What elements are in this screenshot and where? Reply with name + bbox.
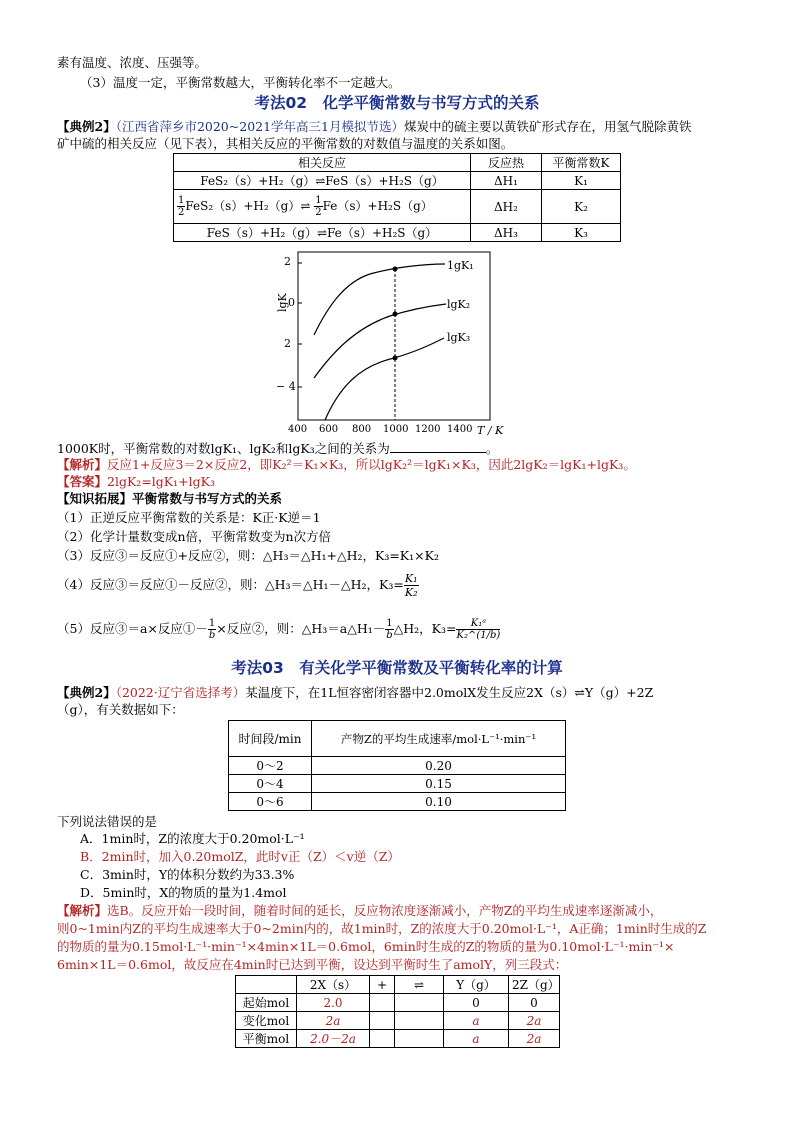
table-header: 反应热	[471, 154, 542, 172]
example-source: （江西省萍乡市2020~2021学年高三1月模拟节选）	[115, 119, 405, 134]
ice-header: Y（g）	[444, 976, 509, 994]
table-cell: 0～2	[229, 757, 312, 775]
extension-item-5: （5）反应③＝a×反应①－ $\frac{1}{b}$ ×反应②，则：△H₃＝a△H₁－ $\frac{1}{b}$ △H₂，K₃= $\frac{\text{K₁ᵃ}}{\text{K₂\textasciicircum{}(1/b)}}$	[57, 618, 501, 641]
ice-table	[235, 975, 560, 1048]
lgk-temperature-graph	[270, 248, 510, 438]
table-header: 时间段/min	[229, 721, 312, 757]
fraction: $\frac{1}{2}$	[315, 195, 322, 218]
curve-label: lgK₃	[447, 331, 471, 344]
ice-cell: 起始mol	[236, 994, 297, 1012]
y-tick: 2	[284, 337, 291, 350]
table-cell-k: K₂	[542, 190, 621, 224]
ice-cell: 变化mol	[236, 1012, 297, 1030]
reaction-table	[173, 153, 621, 242]
ice-cell: 平衡mol	[236, 1030, 297, 1048]
x-tick: 400	[288, 424, 308, 435]
ice-cell	[370, 1030, 395, 1048]
ice-header: ⇌	[395, 976, 444, 994]
table-header: 平衡常数K	[542, 154, 621, 172]
table-cell: 0.15	[312, 775, 566, 793]
option-a: A．1min时，Z的浓度大于0.20mol·L⁻¹	[80, 831, 305, 846]
question-prompt: 下列说法错误的是	[57, 814, 158, 829]
extension-item-1: （1）正逆反应平衡常数的关系是：K正·K逆＝1	[57, 510, 321, 525]
ice-cell	[395, 1030, 444, 1048]
x-tick: 1200	[415, 424, 441, 435]
ice-cell: 0	[509, 994, 560, 1012]
ice-cell: 2.0－2a	[297, 1030, 370, 1048]
table-cell-reaction: FeS₂（s）+H₂（g）⇌FeS（s）+H₂S（g）	[174, 172, 471, 190]
table-cell-reaction: $\frac{1}{2}$ FeS₂（s）+H₂（g）⇌ $\frac{1}{2}$ Fe（s）+H₂S（g）	[174, 190, 471, 224]
table-cell-heat: ΔH₃	[471, 224, 542, 242]
x-tick: 1400	[447, 424, 473, 435]
section-02-title: 考法02 化学平衡常数与书写方式的关系	[254, 94, 540, 112]
ice-cell	[395, 994, 444, 1012]
y-axis-label: lgK	[276, 293, 289, 312]
table-cell-heat: ΔH₁	[471, 172, 542, 190]
ice-cell: a	[444, 1030, 509, 1048]
fraction: $\frac{1}{2}$	[178, 195, 185, 218]
curve-lgk3	[325, 338, 444, 420]
table-cell: 0.20	[312, 757, 566, 775]
extension-item-2: （2）化学计量数变成n倍，平衡常数变为n次方倍	[57, 529, 332, 544]
analysis-line: 【解析】反应1+反应3＝2×反应2，即K₂²＝K₁×K₃，所以lgK₂²＝lgK₁×K₃，因此2lgK₂＝lgK₁+lgK₃。	[57, 457, 636, 472]
ice-cell: 0	[444, 994, 509, 1012]
x-axis-label: T / K	[477, 424, 504, 437]
ice-cell: 2a	[509, 1030, 560, 1048]
ice-cell: 2a	[297, 1012, 370, 1030]
example-2-line-2: 矿中硫的相关反应（见下表），其相关反应的平衡常数的对数值与温度的关系如图。	[57, 136, 514, 151]
table-cell-k: K₃	[542, 224, 621, 242]
table-cell: 0.10	[312, 793, 566, 811]
intro-line-1: 素有温度、浓度、压强等。	[57, 55, 208, 70]
example-tag: 【典例2】	[57, 119, 116, 134]
y-tick: 0	[288, 296, 295, 309]
option-c: C．3min时，Y的体积分数约为33.3%	[80, 867, 295, 882]
point-k2	[393, 312, 398, 317]
x-tick: 600	[319, 424, 339, 435]
table-cell-heat: ΔH₂	[471, 190, 542, 224]
option-d: D．5min时，X的物质的量为1.4mol	[80, 885, 287, 900]
option-b: B．2min时，加入0.20molZ，此时v正（Z）＜v逆（Z）	[80, 849, 400, 864]
ice-header	[236, 976, 297, 994]
ice-header: 2X（s）	[297, 976, 370, 994]
extension-item-3: （3）反应③＝反应①+反应②，则：△H₃＝△H₁+△H₂，K₃=K₁×K₂	[57, 548, 439, 563]
curve-lgk2	[314, 304, 446, 378]
analysis-line-4: 6min×1L＝0.6mol，故反应在4min时已达到平衡，设达到平衡时生了amolY，列三段式：	[57, 957, 568, 972]
answer-blank	[390, 440, 486, 453]
analysis-line-3: 的物质的量为0.15mol·L⁻¹·min⁻¹×4min×1L＝0.6mol，6min时生成的Z的物质的量为0.10mol·L⁻¹·min⁻¹×	[57, 939, 675, 954]
extension-item-4: （4）反应③＝反应①－反应②，则：△H₃＝△H₁－△H₂，K₃= $\frac{\text{K₁}}{\text{K₂}}$	[57, 572, 418, 599]
curve-lgk1	[314, 264, 445, 335]
table-header: 产物Z的平均生成速率/mol·L⁻¹·min⁻¹	[312, 721, 566, 757]
point-k1	[393, 267, 398, 272]
table-cell-reaction: FeS（s）+H₂（g）⇌Fe（s）+H₂S（g）	[174, 224, 471, 242]
ice-cell: a	[444, 1012, 509, 1030]
ice-cell: 2a	[509, 1012, 560, 1030]
curve-label: 1gK₁	[447, 259, 474, 272]
table-header: 相关反应	[174, 154, 471, 172]
example-2-line-1	[57, 119, 692, 135]
ice-header: 2Z（g）	[509, 976, 560, 994]
x-tick: 1000	[383, 424, 409, 435]
answer-line: 【答案】2lgK₂=lgK₁+lgK₃	[57, 474, 215, 489]
question-text: 煤炭中的硫主要以黄铁矿形式存在，用氢气脱除黄铁	[404, 119, 692, 134]
ice-cell	[395, 1012, 444, 1030]
section-03-title: 考法03 有关化学平衡常数及平衡转化率的计算	[231, 659, 563, 677]
ice-cell	[370, 994, 395, 1012]
analysis-line-1: 【解析】选B。反应开始一段时间，随着时间的延长，反应物浓度逐渐减小，产物Z的平均生成速率逐渐减小，	[57, 903, 663, 918]
table-cell-k: K₁	[542, 172, 621, 190]
extension-heading: 【知识拓展】平衡常数与书写方式的关系	[57, 491, 283, 506]
x-tick: 800	[352, 424, 372, 435]
rate-table	[228, 720, 566, 811]
question-line: 1000K时，平衡常数的对数lgK₁、lgK₂和lgK₃之间的关系为 。	[57, 441, 499, 456]
ice-cell: 2.0	[297, 994, 370, 1012]
y-tick: − 4	[276, 380, 296, 393]
curve-label: lgK₂	[447, 298, 471, 311]
table-cell: 0～4	[229, 775, 312, 793]
analysis-line-2: 则0~1min内Z的平均生成速率大于0~2min内的，故1min时，Z的浓度大于0.20mol·L⁻¹，A正确；1min时生成的Z	[57, 921, 707, 936]
ice-cell	[370, 1012, 395, 1030]
table-cell: 0～6	[229, 793, 312, 811]
y-tick: 2	[284, 255, 291, 268]
example-3-line-1: 【典例2】（2022·辽宁省选择考）某温度下，在1L恒容密闭容器中2.0molX发生反应2X（s）⇌Y（g）+2Z	[57, 685, 654, 700]
intro-line-2: （3）温度一定，平衡常数越大，平衡转化率不一定越大。	[80, 75, 401, 90]
ice-header: +	[370, 976, 395, 994]
example-3-line-2: （g），有关数据如下：	[57, 702, 184, 717]
point-k3	[393, 356, 398, 361]
